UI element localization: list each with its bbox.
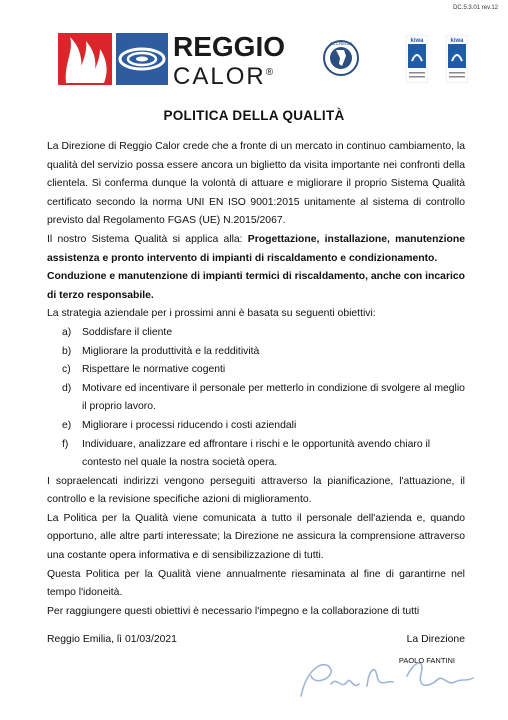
brand-line-2: CALOR® <box>173 63 276 90</box>
document-reference: DC.5.3.01 rev.12 <box>453 5 498 11</box>
signer-name: PAOLO FANTINI <box>398 656 455 665</box>
scope-paragraph-2: Conduzione e manutenzione di impianti termici di riscaldamento, anche con incarico di terzo responsabile. <box>47 271 466 301</box>
svg-text:ACCREDIA: ACCREDIA <box>329 41 353 46</box>
reviewed-paragraph: Questa Politica per la Qualità viene annualmente riesaminata al fine di garantirne nel tempo l'idoneità. <box>47 568 465 599</box>
svg-text:kiwa: kiwa <box>450 38 464 44</box>
policy-body <box>47 138 465 621</box>
svg-text:kiwa: kiwa <box>410 38 424 44</box>
strategy-intro: La strategia aziendale per i prossimi anni è basata su seguenti obiettivi: <box>47 308 376 320</box>
signatory-role: La Direzione <box>406 634 465 645</box>
accredia-seal-icon <box>322 38 360 80</box>
flame-icon <box>58 33 112 85</box>
list-item: e) Migliorare i processi riducendo i costi aziendali <box>62 419 297 431</box>
list-item: a) Soddisfare il cliente <box>62 326 173 338</box>
scope-paragraph: Il nostro Sistema Qualità si applica alla: Progettazione, installazione, manutenzione assistenza e pronto intervento di impianti di riscaldamento e condizionamento. <box>47 233 465 264</box>
objectives-list <box>47 324 465 473</box>
handwritten-signature-icon <box>297 646 477 706</box>
list-item: c) Rispettare le normative cogenti <box>62 364 226 376</box>
intro-paragraph: La Direzione di Reggio Calor crede che a fronte di un mercato in continuo cambiamento, la qualità del servizio possa essere ancora un biglietto da visita importante nei confronti della clientela. Si conferma dunque la volontà di attuare e migliorare il proprio Sistema Qualità certificato secondo la norma UNI EN ISO 9001:2015 unitamente al sistema di controllo previsto dal Regolamento FGAS (UE) N.2015/2067. <box>47 141 465 227</box>
list-item: f) Individuare, analizzare ed affrontare i rischi e le opportunità avendo chiaro il contesto nel quale la nostra società opera. <box>62 438 431 469</box>
pursued-paragraph: I sopraelencati indirizzi vengono perseguiti attraverso la pianificazione, l'attuazione, il controllo e la revisione specifiche azioni di miglioramento. <box>47 475 465 506</box>
communicated-paragraph: La Politica per la Qualità viene comunicata a tutto il personale dell'azienda e, quando opportuno, alle altre parti interessate; la Direzione ne assicura la comprensione attraverso una costante opera informativa e di sensibilizzazione di tutti. <box>47 512 465 562</box>
kiwa-cert-icon <box>446 35 468 83</box>
list-item: d) Motivare ed incentivare il personale per metterlo in condizione di svolgere al meglio il proprio lavoro. <box>62 382 465 413</box>
page-title: POLITICA DELLA QUALITÀ <box>163 108 345 123</box>
reggio-calor-logo <box>58 33 298 91</box>
swirl-icon <box>116 33 168 85</box>
place-date: Reggio Emilia, lì 01/03/2021 <box>47 634 177 645</box>
list-item: b) Migliorare la produttività e la redditività <box>62 345 260 357</box>
commitment-paragraph: Per raggiungere questi obiettivi è necessario l'impegno e la collaborazione di tutti <box>47 605 420 617</box>
brand-line-1: REGGIO <box>173 31 286 62</box>
header <box>58 33 468 91</box>
kiwa-cert-icon <box>406 35 428 83</box>
